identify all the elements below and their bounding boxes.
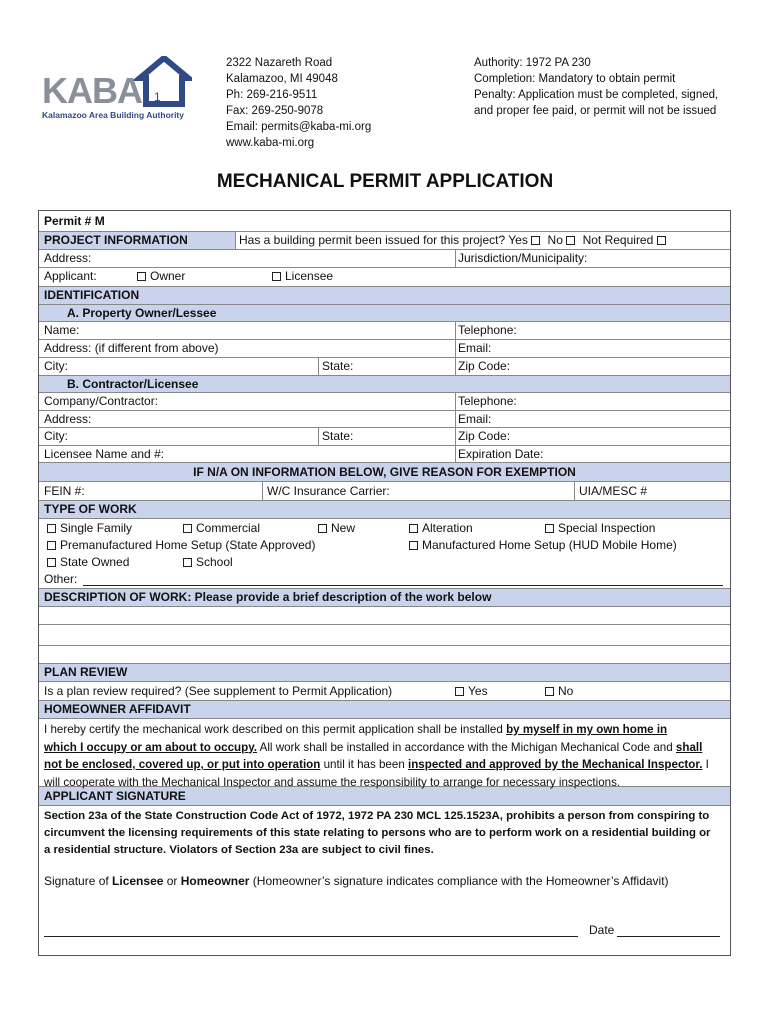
- contact-city: Kalamazoo, MI 49048: [226, 73, 338, 85]
- permit-no-label: No: [547, 233, 563, 247]
- alteration-option[interactable]: [409, 521, 473, 535]
- affidavit-line-3-inspected: inspected and approved by the Mechanical Inspector.: [408, 758, 703, 771]
- authority-line: Authority: 1972 PA 230: [474, 57, 591, 69]
- state-owned-checkbox[interactable]: [47, 558, 56, 567]
- licensee-name-field[interactable]: Licensee Name and #:: [44, 447, 165, 461]
- affidavit-line-2: All work shall be installed in accordance with the Michigan Mechanical Code and: [257, 740, 676, 754]
- contact-fax: Fax: 269-250-9078: [226, 105, 324, 117]
- affidavit-line-1-emphasis: by myself in my own home in: [506, 723, 668, 736]
- date-line[interactable]: [617, 936, 720, 937]
- permit-no-checkbox[interactable]: [566, 236, 575, 245]
- contractor-city-field[interactable]: City:: [44, 429, 68, 443]
- building-permit-question-text: Has a building permit been issued for this project?: [239, 233, 506, 247]
- permit-number-label: Permit # M: [44, 214, 105, 228]
- commercial-label: Commercial: [196, 521, 261, 535]
- page-title: MECHANICAL PERMIT APPLICATION: [216, 171, 554, 192]
- commercial-option[interactable]: [183, 521, 260, 535]
- property-owner-heading: A. Property Owner/Lessee: [67, 306, 217, 320]
- type-of-work-heading: TYPE OF WORK: [44, 502, 137, 516]
- logo-text: KABA: [42, 70, 142, 111]
- special-inspection-option[interactable]: [545, 521, 655, 535]
- new-checkbox[interactable]: [318, 524, 327, 533]
- signature-line[interactable]: [44, 936, 578, 937]
- penalty-line: Penalty: Application must be completed, signed,: [474, 89, 719, 101]
- building-permit-question: [239, 233, 670, 247]
- expiration-date-field[interactable]: Expiration Date:: [458, 447, 544, 461]
- affidavit-line-4: will cooperate with the Mechanical Inspector and assume the responsibility to arrange for necessary inspections.: [44, 775, 621, 789]
- commercial-checkbox[interactable]: [183, 524, 192, 533]
- owner-checkbox[interactable]: [137, 272, 146, 281]
- affidavit-line-3: until it has been: [320, 758, 408, 771]
- permit-form: [38, 210, 731, 956]
- completion-line: Completion: Mandatory to obtain permit: [474, 73, 676, 85]
- contractor-email-field[interactable]: Email:: [458, 412, 492, 426]
- contact-address: 2322 Nazareth Road: [226, 57, 333, 69]
- owner-email-field[interactable]: Email:: [458, 341, 492, 355]
- plan-yes-label: Yes: [468, 684, 488, 698]
- affidavit-line-2-shall: shall: [675, 740, 703, 754]
- other-label: Other:: [44, 572, 78, 586]
- permit-not-required-label: Not Required: [582, 233, 654, 247]
- logo: [42, 56, 192, 126]
- description-line-3[interactable]: [39, 646, 730, 663]
- fein-field[interactable]: FEIN #:: [44, 484, 85, 498]
- authority-block: [474, 55, 718, 119]
- contractor-telephone-field[interactable]: Telephone:: [458, 394, 517, 408]
- contact-block: [226, 55, 371, 151]
- section-23a-line-2: circumvent the licensing requirements of this state relating to persons who are to perform work on a residential building or: [44, 827, 711, 839]
- affidavit-line-2-emphasis: which I occupy or am about to occupy.: [44, 740, 258, 754]
- date-label: Date: [589, 923, 615, 937]
- state-owned-label: State Owned: [60, 555, 130, 569]
- new-option[interactable]: [318, 521, 355, 535]
- plan-no-label: No: [558, 684, 574, 698]
- contact-website[interactable]: www.kaba-mi.org: [226, 137, 315, 149]
- new-label: New: [331, 521, 356, 535]
- licensee-checkbox[interactable]: [272, 272, 281, 281]
- description-line-2[interactable]: [39, 625, 730, 645]
- owner-name-field[interactable]: Name:: [44, 323, 80, 337]
- special-inspection-label: Special Inspection: [558, 521, 656, 535]
- manufactured-option[interactable]: [409, 538, 677, 552]
- exemption-heading: IF N/A ON INFORMATION BELOW, GIVE REASON FOR EXEMPTION: [193, 465, 576, 479]
- contact-phone: Ph: 269-216-9511: [226, 89, 318, 101]
- premanufactured-checkbox[interactable]: [47, 541, 56, 550]
- contact-email[interactable]: Email: permits@kaba-mi.org: [226, 121, 372, 133]
- plan-review-heading: PLAN REVIEW: [44, 665, 128, 679]
- school-option[interactable]: [183, 555, 233, 569]
- plan-review-question: Is a plan review required? (See supplement to Permit Application): [44, 684, 393, 698]
- owner-city-field[interactable]: City:: [44, 359, 68, 373]
- description-heading: DESCRIPTION OF WORK: Please provide a brief description of the work below: [44, 590, 492, 604]
- affidavit-line-3-end: I: [702, 758, 709, 771]
- permit-not-required-checkbox[interactable]: [657, 236, 666, 245]
- signature-or-text: or: [163, 874, 181, 888]
- penalty-line-2: and proper fee paid, or permit will not be issued: [474, 105, 717, 117]
- affidavit-text: [44, 721, 709, 791]
- affidavit-line-1: I hereby certify the mechanical work described on this permit application shall be installed: [44, 723, 507, 736]
- manufactured-label: Manufactured Home Setup (HUD Mobile Home): [422, 538, 677, 552]
- school-label: School: [196, 555, 233, 569]
- plan-yes-option[interactable]: [455, 684, 488, 698]
- section-23a-line-3: a residential structure. Violators of Section 23a are subject to civil fines.: [44, 844, 434, 856]
- owner-address-field[interactable]: Address: (if different from above): [44, 341, 219, 355]
- single-family-option[interactable]: [47, 521, 132, 535]
- permit-yes-checkbox[interactable]: [531, 236, 540, 245]
- contractor-state-field[interactable]: State:: [322, 429, 354, 443]
- company-field[interactable]: Company/Contractor:: [44, 394, 159, 408]
- signature-of-text: Signature of: [44, 874, 113, 888]
- section-23a-line-1: Section 23a of the State Construction Code Act of 1972, 1972 PA 230 MCL 125.1523A, prohibits a person from conspiring to: [44, 810, 710, 822]
- section-23a-text: [44, 808, 710, 859]
- premanufactured-option[interactable]: [47, 538, 315, 552]
- special-inspection-checkbox[interactable]: [545, 524, 554, 533]
- alteration-label: Alteration: [422, 521, 473, 535]
- plan-no-checkbox[interactable]: [545, 687, 554, 696]
- project-address-label[interactable]: Address:: [44, 251, 92, 265]
- plan-yes-checkbox[interactable]: [455, 687, 464, 696]
- identification-heading: IDENTIFICATION: [44, 288, 140, 302]
- alteration-checkbox[interactable]: [409, 524, 418, 533]
- jurisdiction-label[interactable]: Jurisdiction/Municipality:: [458, 251, 588, 265]
- applicant-label: Applicant:: [44, 269, 97, 283]
- affidavit-heading: HOMEOWNER AFFIDAVIT: [44, 702, 191, 716]
- contractor-address-field[interactable]: Address:: [44, 412, 92, 426]
- uia-field[interactable]: UIA/MESC #: [579, 484, 648, 498]
- svg-text:1: 1: [154, 90, 161, 104]
- applicant-owner-option[interactable]: [137, 269, 185, 283]
- licensee-label: Licensee: [285, 269, 334, 283]
- description-line-1[interactable]: [39, 607, 730, 624]
- owner-label: Owner: [150, 269, 186, 283]
- logo-subtitle: Kalamazoo Area Building Authority: [42, 110, 184, 120]
- manufactured-checkbox[interactable]: [409, 541, 418, 550]
- school-checkbox[interactable]: [183, 558, 192, 567]
- owner-state-field[interactable]: State:: [322, 359, 354, 373]
- signature-heading: APPLICANT SIGNATURE: [44, 789, 186, 803]
- wc-carrier-field[interactable]: W/C Insurance Carrier:: [267, 484, 390, 498]
- other-input-line[interactable]: [83, 585, 723, 586]
- project-info-heading: PROJECT INFORMATION: [44, 233, 188, 247]
- owner-telephone-field[interactable]: Telephone:: [458, 323, 517, 337]
- single-family-label: Single Family: [60, 521, 133, 535]
- owner-zip-field[interactable]: Zip Code:: [458, 359, 511, 373]
- affidavit-line-3-emphasis: not be enclosed, covered up, or put into operation: [44, 758, 321, 771]
- signature-licensee-text: Licensee: [112, 874, 164, 888]
- contractor-zip-field[interactable]: Zip Code:: [458, 429, 511, 443]
- state-owned-option[interactable]: [47, 555, 129, 569]
- applicant-licensee-option[interactable]: [272, 269, 333, 283]
- single-family-checkbox[interactable]: [47, 524, 56, 533]
- permit-yes-label: Yes: [508, 233, 528, 247]
- signature-homeowner-text: Homeowner: [180, 874, 250, 888]
- signature-instruction: [44, 874, 669, 888]
- plan-no-option[interactable]: [545, 684, 573, 698]
- contractor-heading: B. Contractor/Licensee: [67, 377, 199, 391]
- premanufactured-label: Premanufactured Home Setup (State Approved): [60, 538, 316, 552]
- signature-note-text: (Homeowner’s signature indicates compliance with the Homeowner’s Affidavit): [249, 874, 669, 888]
